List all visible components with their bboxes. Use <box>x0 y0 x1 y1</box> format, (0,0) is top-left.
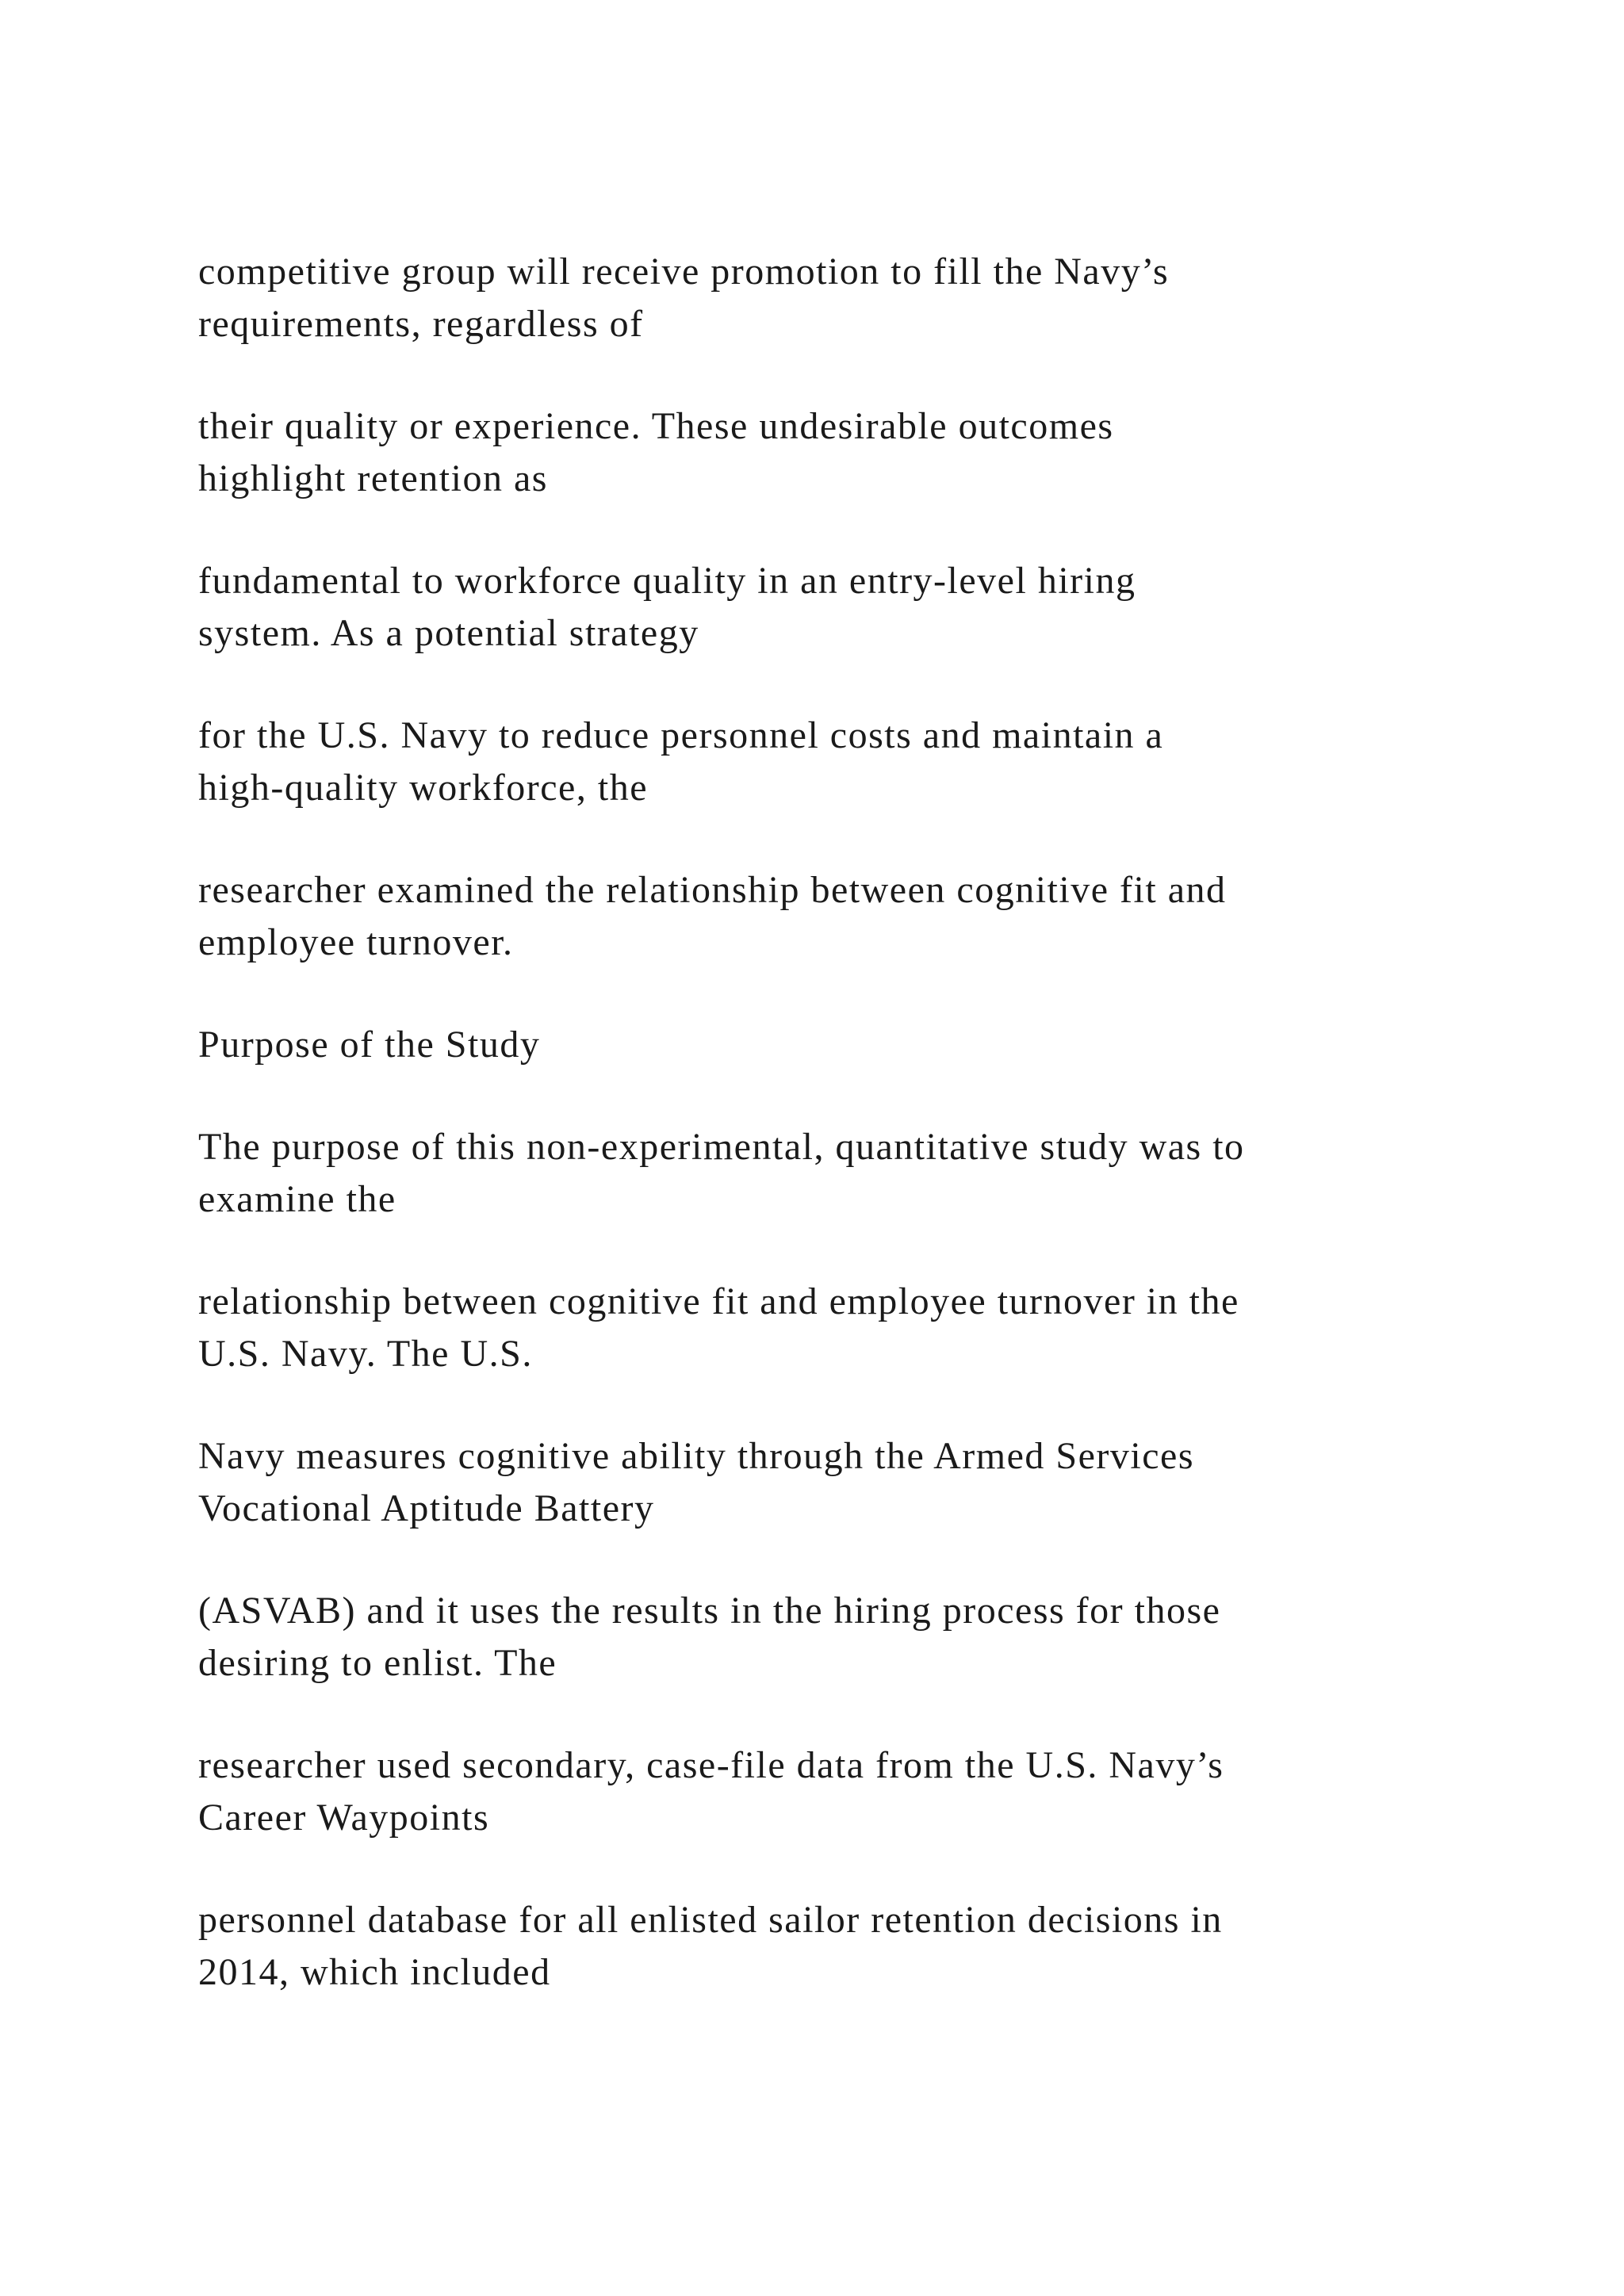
paragraph-2 <box>198 400 1546 505</box>
text-line: personnel database for all enlisted sailor retention decisions in <box>198 1899 1223 1941</box>
paragraph-12 <box>198 1894 1546 1999</box>
section-heading <box>198 1019 1546 1071</box>
text-line: competitive group will receive promotion to fill the Navy’s <box>198 251 1170 293</box>
text-line: U.S. Navy. The U.S. <box>198 1333 533 1375</box>
text-line: Vocational Aptitude Battery <box>198 1487 655 1529</box>
text-line: employee turnover. <box>198 921 514 963</box>
paragraph-5 <box>198 864 1546 969</box>
text-line: for the U.S. Navy to reduce personnel costs and maintain a <box>198 714 1164 756</box>
paragraph-3 <box>198 555 1546 660</box>
text-line: researcher used secondary, case-file data from the U.S. Navy’s <box>198 1744 1224 1786</box>
paragraph-8 <box>198 1276 1546 1380</box>
text-line: researcher examined the relationship between cognitive fit and <box>198 869 1227 911</box>
paragraph-9 <box>198 1430 1546 1535</box>
paragraph-1 <box>198 246 1546 350</box>
text-line: desiring to enlist. The <box>198 1642 557 1684</box>
text-line: The purpose of this non-experimental, quantitative study was to <box>198 1126 1245 1168</box>
text-line: 2014, which included <box>198 1951 551 1993</box>
paragraph-4 <box>198 710 1546 814</box>
paragraph-7 <box>198 1121 1546 1226</box>
text-line: examine the <box>198 1178 396 1220</box>
text-line: highlight retention as <box>198 457 548 499</box>
text-line: their quality or experience. These undesirable outcomes <box>198 405 1114 447</box>
text-line: high-quality workforce, the <box>198 767 648 809</box>
text-line: requirements, regardless of <box>198 303 644 345</box>
paragraph-11 <box>198 1739 1546 1844</box>
text-line: Career Waypoints <box>198 1797 490 1839</box>
text-line: Navy measures cognitive ability through the Armed Services <box>198 1435 1195 1477</box>
heading-line: Purpose of the Study <box>198 1024 541 1066</box>
text-line: system. As a potential strategy <box>198 612 699 654</box>
paragraph-10 <box>198 1585 1546 1689</box>
text-line: relationship between cognitive fit and employee turnover in the <box>198 1280 1239 1322</box>
text-line: (ASVAB) and it uses the results in the hiring process for those <box>198 1590 1221 1632</box>
text-line: fundamental to workforce quality in an entry-level hiring <box>198 560 1136 602</box>
document-body <box>198 246 1546 2049</box>
